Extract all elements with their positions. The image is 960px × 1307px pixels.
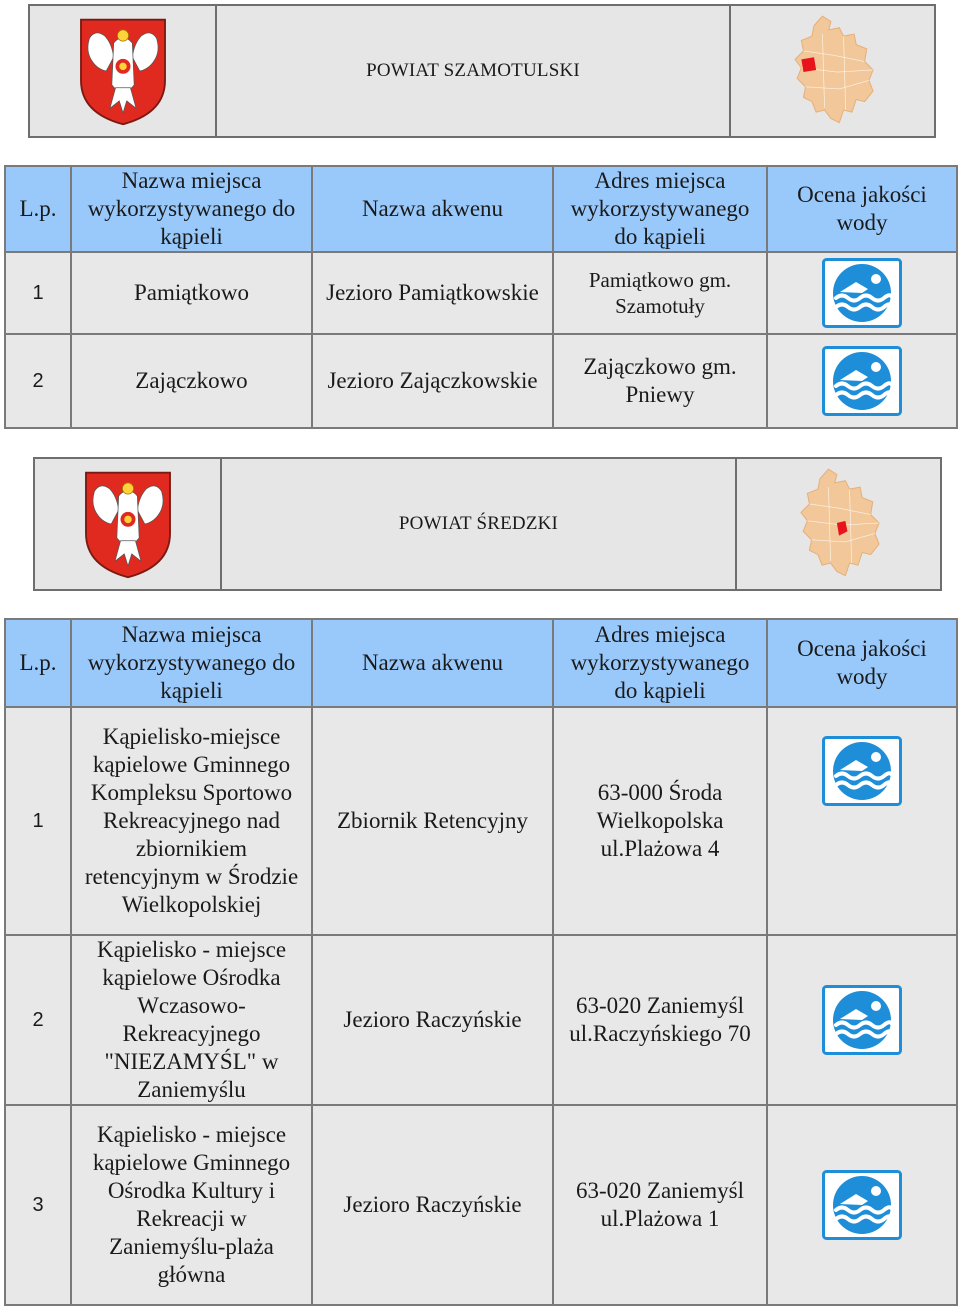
table-row (5, 252, 957, 334)
table-header-row (5, 166, 957, 252)
swimmer-icon (822, 1170, 902, 1240)
row-address: Zajączkowo gm. Pniewy (553, 334, 767, 428)
col-water: Nazwa akwenu (312, 166, 553, 252)
col-quality: Ocena jakości wody (767, 619, 957, 707)
row-water: Jezioro Raczyńskie (312, 1105, 553, 1305)
row-water: Jezioro Pamiątkowskie (312, 252, 553, 334)
row-quality (767, 707, 957, 935)
row-water: Jezioro Zajączkowskie (312, 334, 553, 428)
row-lp: 1 (5, 707, 71, 935)
row-place: Pamiątkowo (71, 252, 312, 334)
row-quality (767, 252, 957, 334)
swimmer-icon (822, 258, 902, 328)
header-sredzki (33, 457, 942, 591)
row-quality (767, 935, 957, 1105)
col-water: Nazwa akwenu (312, 619, 553, 707)
col-lp: L.p. (5, 166, 71, 252)
col-quality: Ocena jakości wody (767, 166, 957, 252)
crest-cell (30, 6, 217, 136)
row-lp: 2 (5, 334, 71, 428)
row-place: Kąpielisko - miejsce kąpielowe Ośrodka Wczasowo-Rekreacyjnego "NIEZAMYŚL" w Zaniemyślu (71, 935, 312, 1105)
table-row (5, 334, 957, 428)
row-lp: 3 (5, 1105, 71, 1305)
swimmer-icon (822, 346, 902, 416)
row-water: Zbiornik Retencyjny (312, 707, 553, 935)
swimmer-icon (822, 985, 902, 1055)
row-address: 63-020 Zaniemyśl ul.Plażowa 1 (553, 1105, 767, 1305)
col-lp: L.p. (5, 619, 71, 707)
col-address: Adres miejsca wykorzystywanego do kąpieli (553, 619, 767, 707)
table-row (5, 935, 957, 1105)
row-place: Kąpielisko - miejsce kąpielowe Gminnego Ośrodka Kultury i Rekreacji w Zaniemyślu-plaża główna (71, 1105, 312, 1305)
bathing-table-szamotulski (4, 165, 958, 429)
row-lp: 1 (5, 252, 71, 334)
col-place: Nazwa miejsca wykorzystywanego do kąpieli (71, 166, 312, 252)
swimmer-icon (822, 736, 902, 806)
bathing-table-sredzki (4, 618, 958, 1306)
coat-of-arms-icon (79, 468, 177, 580)
row-quality (767, 334, 957, 428)
row-place: Zajączkowo (71, 334, 312, 428)
wielkopolska-map-icon (796, 466, 882, 582)
table-header-row (5, 619, 957, 707)
map-cell (735, 459, 940, 589)
wielkopolska-map-icon (790, 13, 876, 129)
crest-cell (35, 459, 222, 589)
row-lp: 2 (5, 935, 71, 1105)
row-quality (767, 1105, 957, 1305)
row-address: 63-000 Środa Wielkopolska ul.Plażowa 4 (553, 707, 767, 935)
row-water: Jezioro Raczyńskie (312, 935, 553, 1105)
table-row (5, 1105, 957, 1305)
row-place: Kąpielisko-miejsce kąpielowe Gminnego Kompleksu Sportowo Rekreacyjnego nad zbiornikiem retencyjnym w Środzie Wielkopolskiej (71, 707, 312, 935)
map-cell (729, 6, 934, 136)
coat-of-arms-icon (74, 15, 172, 127)
col-address: Adres miejsca wykorzystywanego do kąpieli (553, 166, 767, 252)
powiat-title: POWIAT SZAMOTULSKI (366, 60, 580, 81)
row-address: 63-020 Zaniemyśl ul.Raczyńskiego 70 (553, 935, 767, 1105)
header-szamotulski (28, 4, 936, 138)
table-row (5, 707, 957, 935)
row-address: Pamiątkowo gm. Szamotuły (553, 252, 767, 334)
col-place: Nazwa miejsca wykorzystywanego do kąpieli (71, 619, 312, 707)
powiat-title: POWIAT ŚREDZKI (398, 513, 559, 534)
